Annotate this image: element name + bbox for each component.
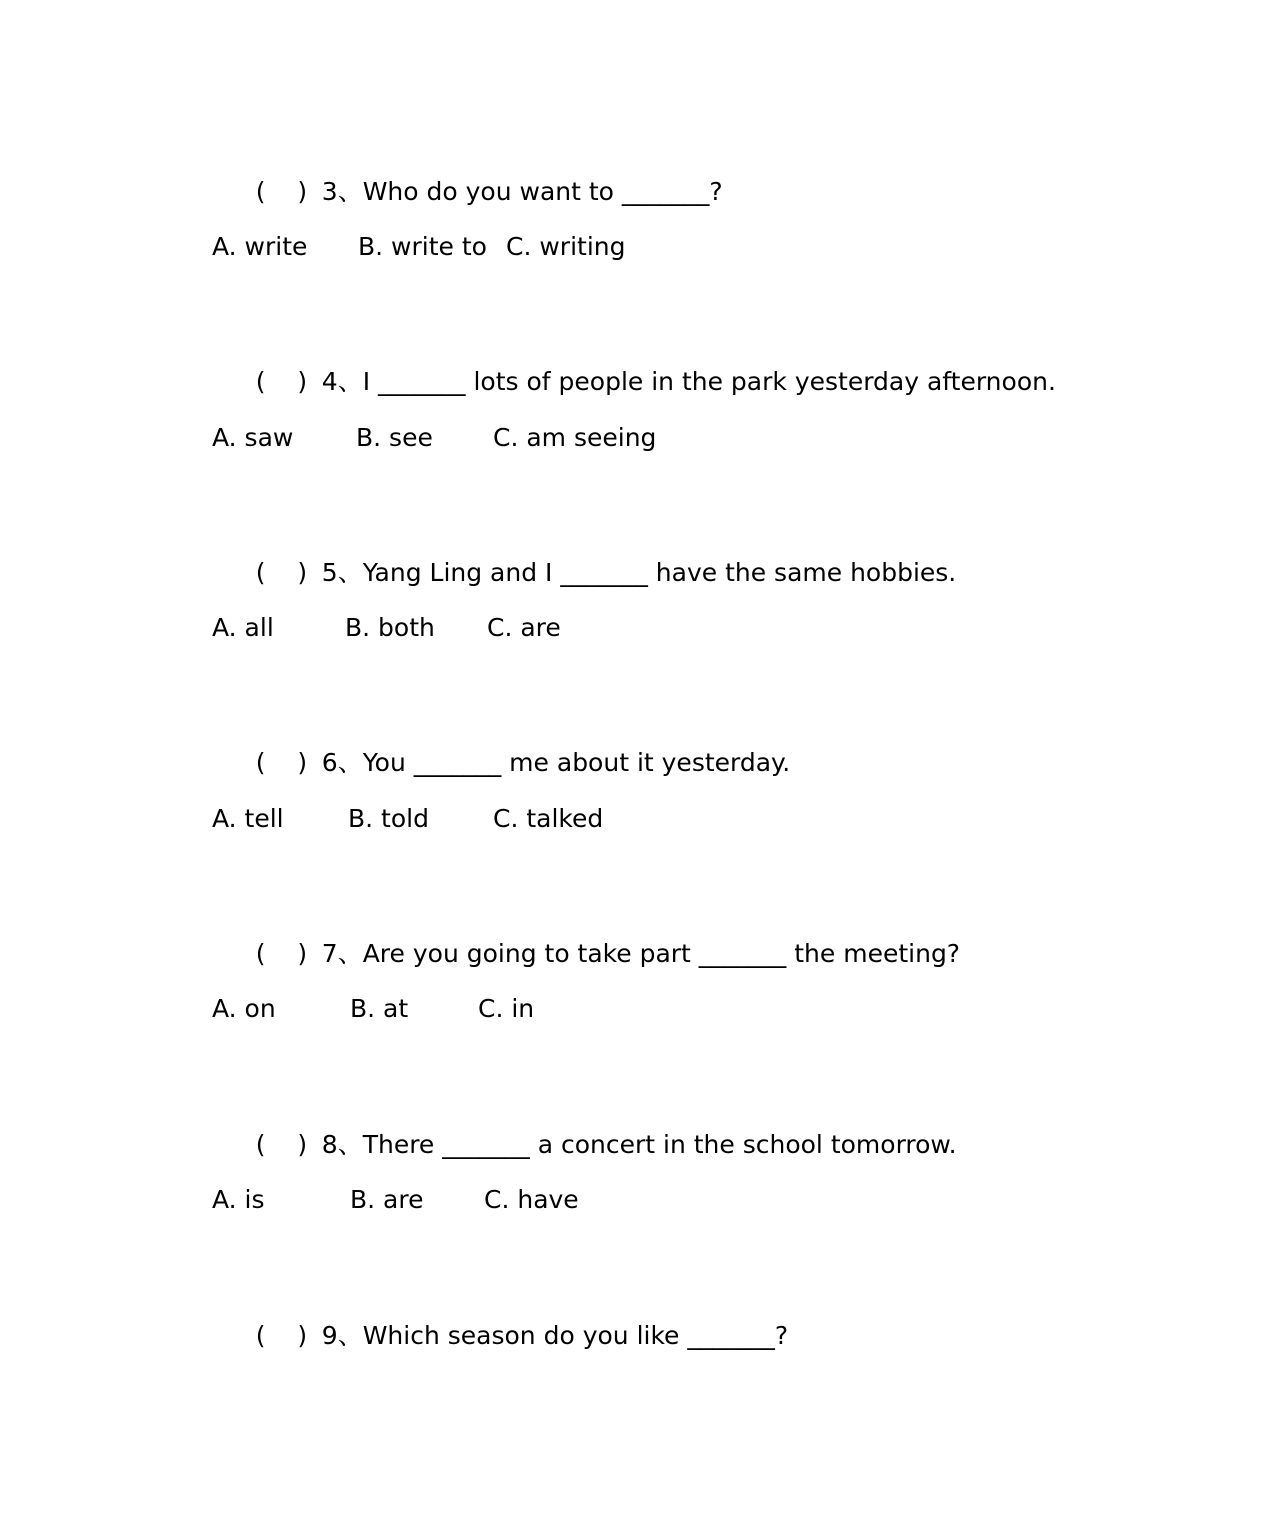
answer-blank-paren[interactable]: ( )	[255, 939, 308, 968]
option-b: B. write to	[358, 232, 487, 261]
option-a: A. saw	[212, 423, 294, 452]
option-a: A. all	[212, 613, 274, 642]
options-4	[212, 418, 812, 458]
question-3	[212, 132, 723, 206]
option-c: C. have	[484, 1185, 579, 1214]
question-7	[212, 894, 961, 968]
question-4	[212, 322, 1056, 396]
answer-blank-paren[interactable]: ( )	[255, 177, 308, 206]
options-7	[212, 989, 812, 1029]
question-text: 8、There _______ a concert in the school tomorrow.	[321, 1130, 957, 1159]
question-6	[212, 703, 791, 777]
option-a: A. on	[212, 994, 276, 1023]
question-text: 3、Who do you want to _______?	[321, 177, 723, 206]
option-a: A. is	[212, 1185, 265, 1214]
option-c: C. writing	[506, 232, 626, 261]
question-text: 5、Yang Ling and I _______ have the same hobbies.	[321, 558, 957, 587]
option-a: A. write	[212, 232, 308, 261]
question-text: 4、I _______ lots of people in the park yesterday afternoon.	[321, 367, 1056, 396]
question-text: 7、Are you going to take part _______ the meeting?	[321, 939, 961, 968]
answer-blank-paren[interactable]: ( )	[255, 1321, 308, 1350]
question-text: 6、You _______ me about it yesterday.	[321, 748, 791, 777]
option-b: B. both	[345, 613, 435, 642]
question-5	[212, 513, 957, 587]
option-c: C. in	[478, 994, 535, 1023]
question-8	[212, 1085, 957, 1159]
question-text: 9、Which season do you like _______?	[321, 1321, 789, 1350]
option-c: C. am seeing	[493, 423, 657, 452]
question-9	[212, 1276, 789, 1350]
option-b: B. are	[350, 1185, 424, 1214]
options-6	[212, 799, 812, 839]
options-5	[212, 608, 812, 648]
options-3	[212, 227, 812, 267]
option-b: B. at	[350, 994, 409, 1023]
answer-blank-paren[interactable]: ( )	[255, 748, 308, 777]
option-c: C. are	[487, 613, 561, 642]
options-8	[212, 1180, 812, 1220]
option-a: A. tell	[212, 804, 284, 833]
answer-blank-paren[interactable]: ( )	[255, 367, 308, 396]
option-c: C. talked	[493, 804, 604, 833]
answer-blank-paren[interactable]: ( )	[255, 558, 308, 587]
answer-blank-paren[interactable]: ( )	[255, 1130, 308, 1159]
option-b: B. see	[356, 423, 433, 452]
option-b: B. told	[348, 804, 429, 833]
